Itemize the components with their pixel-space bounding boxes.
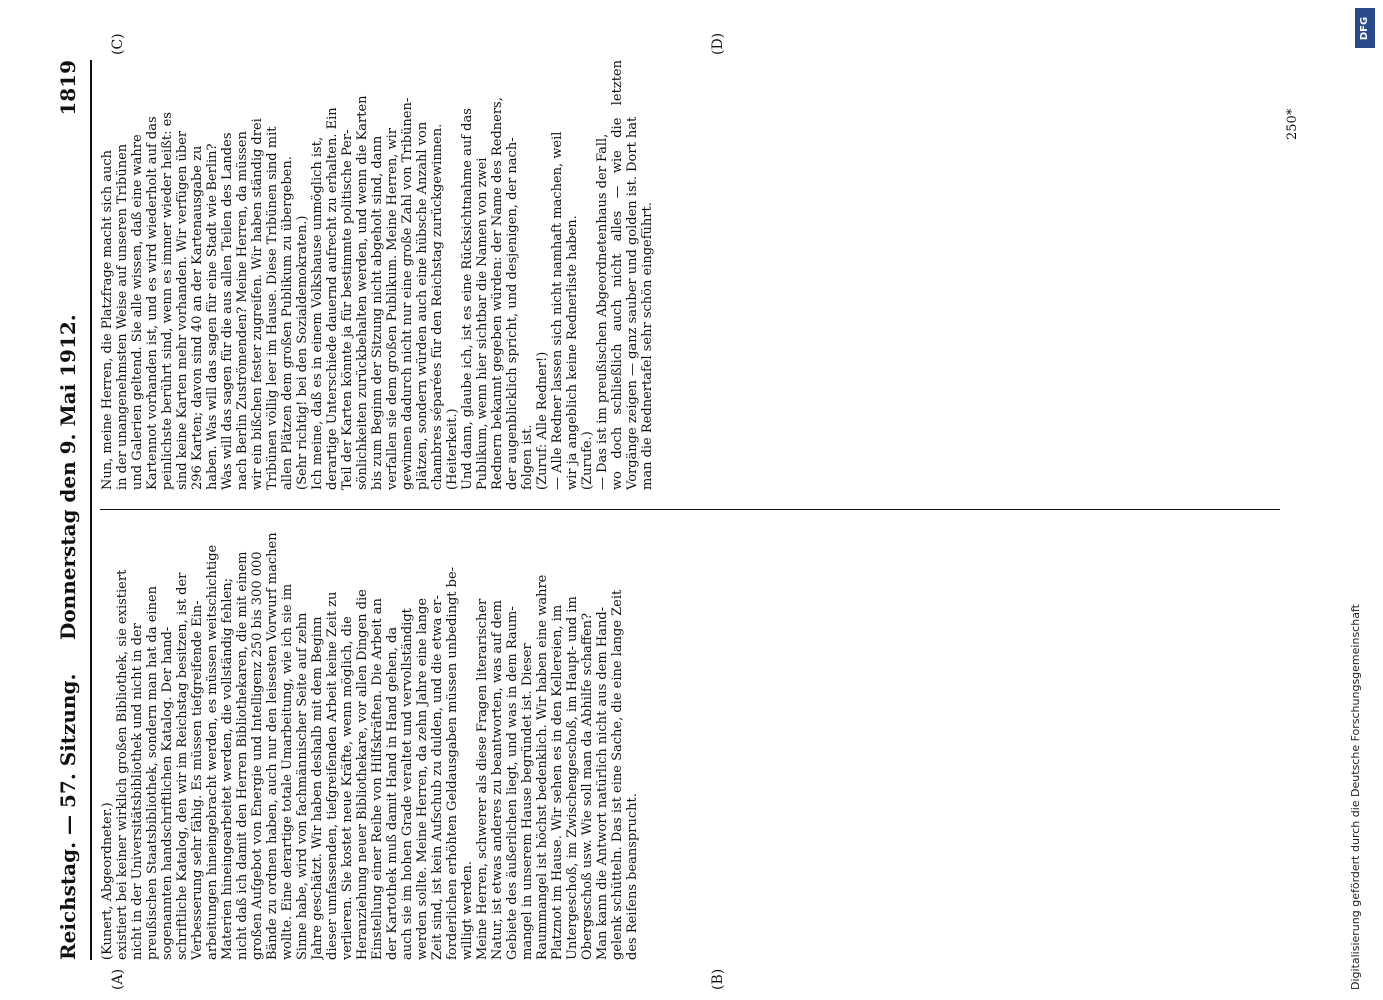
footer-signature: 250* xyxy=(1285,108,1300,140)
text-line: Zeit sind, ist kein Aufschub zu dulden, und die etwa er- xyxy=(430,595,445,960)
text-line: Tribünen völlig leer im Hause. Diese Tribünen sind mit xyxy=(265,126,280,490)
text-line: nicht in der Universitätsbibliothek und nicht in der xyxy=(130,623,145,960)
text-line: Sinne habe, wird von fachmännischer Seite auf zehn xyxy=(295,612,310,960)
text-line: in der unangenehmsten Weise auf unseren Tribünen xyxy=(115,143,130,490)
text-line: (Kunert, Abgeordneter.) xyxy=(100,802,115,960)
text-line: Natur, ist etwas anderes zu beantworten, was auf dem xyxy=(490,600,505,960)
text-line: folgen ist. xyxy=(520,424,535,490)
text-line: (Zurufe.) xyxy=(580,431,595,490)
text-line: gelenk schütteln. Das ist eine Sache, die eine lange Zeit xyxy=(610,589,625,960)
text-line: der augenblicklich spricht, und desjenigen, der nach- xyxy=(505,137,520,490)
text-line: derartige Unterschiede dauernd aufrecht zu erhalten. Ein xyxy=(325,107,340,490)
text-line: verfallen sie dem großen Publikum. Meine Herren, wir xyxy=(385,128,400,490)
text-line: Einstellung einer Reihe von Hilfskräften. Die Arbeit an xyxy=(370,598,385,960)
header-left: Reichstag. — 57. Sitzung. xyxy=(56,673,80,960)
dfg-logo xyxy=(1355,8,1375,48)
text-line: und Galerien geltend. Sie alle wissen, daß eine wahre xyxy=(130,134,145,490)
text-line: mangel in unserem Hause begründet ist. Dieser xyxy=(520,643,535,960)
text-line: Nun, meine Herren, die Platzfrage macht sich auch xyxy=(100,150,115,490)
text-line: plätzen, sondern würden auch eine hübsche Anzahl von xyxy=(415,121,430,490)
rotated-page-content xyxy=(50,32,1310,990)
text-line: Meine Herren, schwerer als diese Fragen literarischer xyxy=(475,598,490,960)
text-line: bis zum Beginn der Sitzung nicht abgeholt sind, dann xyxy=(370,135,385,490)
text-line: Teil der Karten könnte ja für bestimmte politische Per- xyxy=(340,129,355,490)
text-line: werden sollte. Meine Herren, da zehn Jahre eine lange xyxy=(415,597,430,960)
text-line: großen Aufgebot von Energie und Intelligenz 250 bis 300 000 xyxy=(250,551,265,960)
text-line: sogenannten handschriftlichen Katalog. Der hand- xyxy=(160,626,175,960)
text-line: Bände zu ordnen haben, auch nur den leisesten Vorwurf machen xyxy=(265,532,280,960)
text-line: Man kann die Antwort natürlich nicht aus dem Hand- xyxy=(595,606,610,960)
right-column xyxy=(100,60,1280,490)
text-line: Platznot im Hause. Wir sehen es in den Kellereien, im xyxy=(550,604,565,960)
left-column xyxy=(100,530,1280,960)
text-line: sönlichkeiten zurückbehalten werden, und wenn die Karten xyxy=(355,95,370,490)
text-line: Materien hineingearbeitet werden, die vollständig fehlen; xyxy=(220,577,235,960)
text-line: peinlichste berührt sind, wenn es immer wieder heißt: es xyxy=(160,112,175,490)
text-line: wollte. Eine derartige totale Umarbeitung, wie ich sie im xyxy=(280,583,295,960)
text-line: Was will das sagen für die aus allen Teilen des Landes xyxy=(220,132,235,490)
text-line: wir ein bißchen fester zugreifen. Wir haben ständig drei xyxy=(250,118,265,490)
text-line: preußischen Staatsbibliothek, sondern man hat da einen xyxy=(145,585,160,960)
text-line: Jahre geschätzt. Wir haben deshalb mit dem Beginn xyxy=(310,616,325,960)
text-line: (Heiterkeit.) xyxy=(445,408,460,490)
text-line: Vorgänge zeigen — ganz sauber und golden ist. Dort hat xyxy=(625,116,640,490)
text-line: Raummangel ist höchst bedenklich. Wir haben eine wahre xyxy=(535,574,550,960)
column-divider xyxy=(100,509,1280,510)
header-center: Donnerstag den 9. Mai 1912. xyxy=(56,314,80,640)
text-line: Rednern bekannt gegeben würden: der Name des Redners, xyxy=(490,97,505,490)
text-line: nicht daß ich damit den Herren Bibliothekaren, die mit einem xyxy=(235,551,250,960)
attribution-sidebar xyxy=(1349,10,1377,990)
text-line: Gebiete des äußerlichen liegt, und was in dem Raum- xyxy=(505,606,520,960)
attribution-text: Digitalisierung gefördert durch die Deutsche Forschungsgemeinschaft xyxy=(1349,604,1362,990)
text-line: des Reifens beansprucht. xyxy=(625,793,640,960)
marker-a: (A) xyxy=(110,968,126,990)
text-line: existiert bei keiner wirklich großen Bibliothek, sie existiert xyxy=(115,569,130,960)
text-line: wo doch schließlich auch nicht alles — wie die letzten xyxy=(610,60,625,490)
text-line: Untergeschoß, im Zwischengeschoß, im Haupt- und im xyxy=(565,596,580,960)
text-line: verlieren. Sie kostet neue Kräfte, wenn möglich, die xyxy=(340,616,355,960)
text-line: chambres séparées für den Reichstag zurückgewinnen. xyxy=(430,123,445,490)
dfg-logo-text: DFG xyxy=(1359,16,1371,40)
marker-b: (B) xyxy=(710,968,726,990)
text-line: Heranziehung neuer Bibliothekare, vor allen Dingen die xyxy=(355,589,370,960)
text-line: der Kartothek muß damit Hand in Hand gehen, da xyxy=(385,626,400,960)
text-line: Obergeschoß usw. Wie soll man da Abhilfe schaffen? xyxy=(580,613,595,960)
text-line: forderlichen erhöhten Geldausgaben müssen unbedingt be- xyxy=(445,566,460,960)
text-line: 296 Karten; davon sind 40 an der Kartenausgabe zu xyxy=(190,145,205,490)
text-line: willigt werden. xyxy=(460,861,475,960)
marker-d: (D) xyxy=(710,32,726,55)
text-line: Und dann, glaube ich, ist es eine Rücksichtnahme auf das xyxy=(460,108,475,490)
text-line: Verbesserung sehr fähig. Es müssen tiefgreifende Ein- xyxy=(190,600,205,960)
text-line: nach Berlin Zuströmenden? Meine Herren, da müssen xyxy=(235,131,250,490)
text-line: schriftliche Katalog, den wir im Reichstag besitzen, ist der xyxy=(175,572,190,960)
page-header xyxy=(50,60,92,960)
text-line: dieser umfassenden, tiefgreifenden Arbeit keine Zeit zu xyxy=(325,591,340,960)
text-line: Kartennot vorhanden ist, und es wird wiederholt auf das xyxy=(145,116,160,490)
text-line: gewinnen dadurch nicht nur eine große Zahl von Tribünen- xyxy=(400,97,415,490)
text-line: wir ja angeblich keine Rednerliste haben. xyxy=(565,215,580,490)
header-page-number: 1819 xyxy=(56,60,80,116)
text-line: Ich meine, daß es in einem Volkshause unmöglich ist, xyxy=(310,136,325,490)
text-line: (Zuruf: Alle Redner!) xyxy=(535,351,550,490)
text-line: arbeitungen hineingebracht werden, es müssen weitschichtige xyxy=(205,544,220,960)
text-line: — Alle Redner lassen sich nicht namhaft machen, weil xyxy=(550,131,565,490)
text-line: Publikum, wenn hier sichtbar die Namen von zwei xyxy=(475,157,490,490)
text-line: haben. Was will das sagen für eine Stadt wie Berlin? xyxy=(205,143,220,490)
text-line: allen Plätzen dem großen Publikum zu übergeben. xyxy=(280,156,295,490)
text-line: man die Rednertafel sehr schön eingeführt. xyxy=(640,202,655,490)
text-line: (Sehr richtig! bei den Sozialdemokraten.) xyxy=(295,215,310,490)
text-line: — Das ist im preußischen Abgeordnetenhaus der Fall, xyxy=(595,133,610,490)
text-line: sind keine Karten mehr vorhanden. Wir verfügen über xyxy=(175,130,190,490)
marker-c: (C) xyxy=(110,33,126,55)
text-line: auch sie im hohen Grade veraltet und vervollständigt xyxy=(400,608,415,960)
